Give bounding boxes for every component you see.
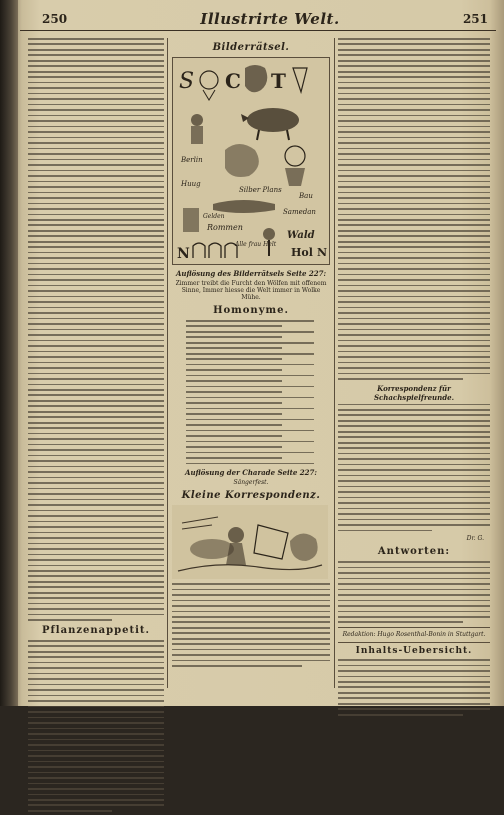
homonym-verse: [172, 320, 330, 464]
magazine-page: [20, 10, 496, 700]
answers-text: [338, 561, 490, 623]
contents-overview-heading: Inhalts-Uebersicht.: [338, 642, 490, 656]
column-rule-right: [334, 38, 335, 688]
svg-text:Huug: Huug: [181, 180, 201, 188]
answers-heading: Antworten:: [377, 546, 451, 558]
middle-column: [172, 38, 330, 671]
chess-correspondence-text: [338, 404, 490, 532]
magazine-title: Illustrirte Welt.: [200, 10, 340, 28]
svg-text:Samedan: Samedan: [283, 208, 316, 216]
svg-text:C: C: [225, 69, 241, 93]
svg-text:Wald: Wald: [287, 230, 315, 241]
picture-puzzle-heading: Bilderrätsel.: [212, 42, 290, 53]
svg-text:Bau: Bau: [299, 192, 313, 200]
svg-text:N: N: [177, 246, 190, 262]
homonym-heading: Homonyme.: [213, 305, 289, 316]
small-correspondence-heading: Kleine Korrespondenz.: [181, 490, 321, 502]
left-column: [28, 38, 164, 815]
correspondence-drawing: [172, 505, 328, 579]
contents-overview-text: [338, 659, 490, 715]
svg-text:S: S: [179, 69, 195, 94]
page-number-left: 250: [42, 12, 68, 26]
book-spine: [0, 0, 18, 706]
svg-text:Hol: Hol: [291, 246, 313, 259]
left-column-text-bottom: [28, 640, 164, 812]
svg-text:Gelden: Gelden: [203, 213, 225, 220]
editor-imprint: Redaktion: Hugo Rosenthal-Bonin in Stuttgart.: [338, 627, 490, 638]
charade-solution-answer: Sängerfest.: [233, 479, 269, 487]
chess-signature: Dr. G.: [466, 535, 484, 543]
right-column-text-top: [338, 38, 490, 380]
svg-text:Berlin: Berlin: [181, 156, 203, 164]
column-rule-left: [167, 38, 168, 688]
page-header: [20, 10, 496, 31]
puzzle-drawing: [173, 58, 329, 264]
small-correspondence-text: [172, 583, 330, 667]
puzzle-solution-text: Zimmer treibt die Furcht den Wölfen mit offenem Sinne, Immer hiesse die Welt immer in Wolke Mühe.: [175, 280, 327, 301]
picture-puzzle-illustration: [172, 57, 330, 265]
chess-correspondence-heading: Korrespondenz für Schachspielfreunde.: [373, 383, 455, 402]
plant-appetite-heading: Pflanzenappetit.: [41, 624, 151, 636]
svg-text:Silber Plans: Silber Plans: [239, 186, 282, 194]
svg-text:T: T: [271, 69, 286, 93]
page-number-right: 251: [462, 12, 488, 26]
svg-text:Alle frau Helt: Alle frau Helt: [235, 241, 277, 248]
correspondence-illustration: [172, 505, 328, 579]
svg-text:Rommen: Rommen: [207, 223, 243, 232]
left-column-text-top: [28, 38, 164, 621]
charade-solution-heading: Auflösung der Charade Seite 227:: [185, 468, 317, 478]
right-column: [338, 38, 490, 719]
svg-text:N: N: [317, 246, 328, 259]
puzzle-solution-heading: Auflösung des Bilderrätsels Seite 227:: [175, 269, 327, 278]
